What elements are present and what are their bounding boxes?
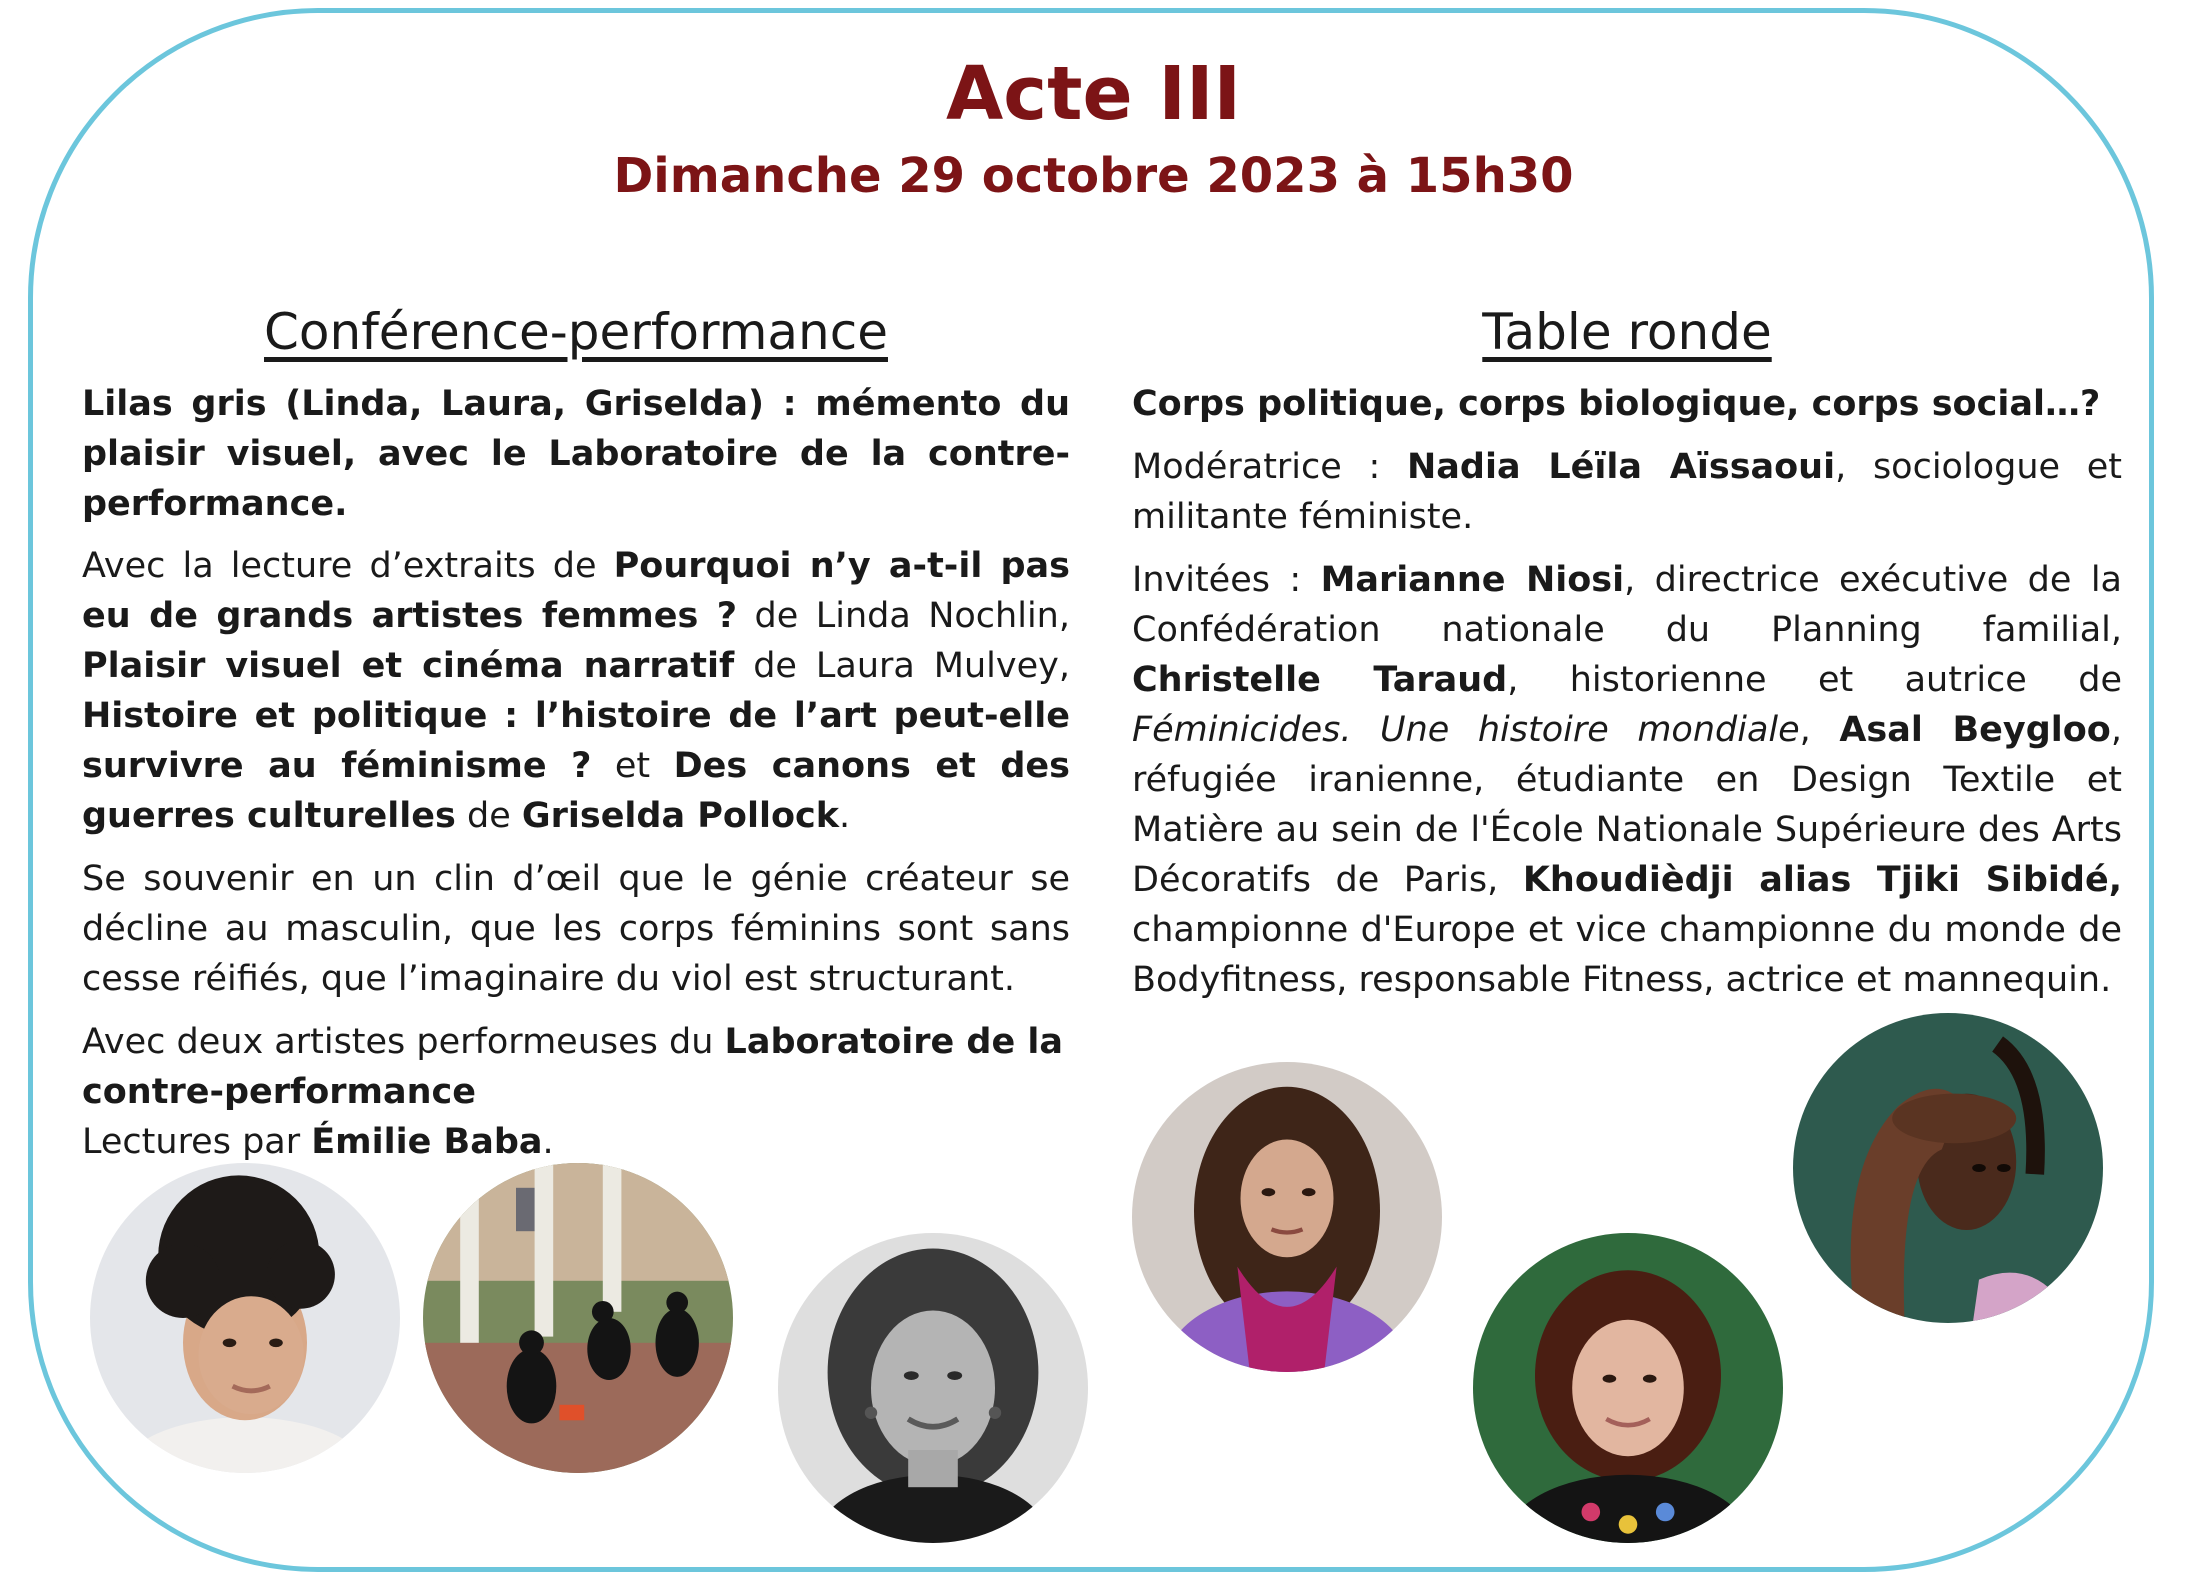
conference-title-text: Lilas gris (Linda, Laura, Griselda) : mémento du plaisir visuel, avec le Laboratoire de la contre-performance. [82,384,1070,524]
performers-group-photo [423,1163,733,1473]
portrait-photo-bw-reader [778,1233,1088,1543]
text: Modératrice : [1132,447,1408,487]
guest-name: Asal Beygloo [1839,710,2111,750]
text: Avec deux artistes performeuses du [82,1022,725,1062]
guest-name: Khoudièdji alias Tjiki Sibidé, [1522,860,2122,900]
text: de Laura Mulvey, [734,646,1070,686]
guest-name: Christelle Taraud [1132,660,1508,700]
book-title: Féminicides. Une histoire mondiale [1132,710,1800,750]
roundtable-title [1132,379,2122,429]
portrait-photo-christelle-taraud [1473,1233,1783,1543]
guests-paragraph [1132,555,2122,1005]
text: Lectures par [82,1122,312,1162]
conference-title [82,379,1070,529]
roundtable-heading: Table ronde [1482,303,1772,361]
roundtable-column [1132,300,2122,1017]
conference-performers [82,1017,1070,1167]
author-name: Griselda Pollock [521,796,840,836]
book-title: Des canons et des guerres culturelles [82,746,1070,836]
text: . [542,1122,554,1162]
lab-name: Laboratoire de la contre-performance [82,1022,1063,1112]
guest-name: Marianne Niosi [1320,560,1625,600]
book-title: Histoire et politique : l’histoire de l’art peut-elle survivre au féminisme ? [82,696,1070,786]
text: . [839,796,851,836]
conference-description: Se souvenir en un clin d’œil que le génie créateur se décline au masculin, que les corps féminins sont sans cesse réifiés, que l’imaginaire du viol est structurant. [82,859,1070,999]
moderator-paragraph [1132,442,2122,542]
text: Avec la lecture d’extraits de [82,546,614,586]
text: championne d'Europe et vice championne du monde de Bodyfitness, responsable Fitness, actrice et mannequin. [1132,910,2122,1000]
conference-column [82,300,1070,1179]
page-title: Acte III [945,51,1242,137]
text: , réfugiée iranienne, étudiante en Design Textile et Matière au sein de l'École Nationale Supérieure des Arts Décoratifs de Paris, [1132,710,2122,900]
event-date: Dimanche 29 octobre 2023 à 15h30 [613,148,1574,204]
moderator-name: Nadia Léïla Aïssaoui [1407,447,1836,487]
text: Invitées : [1132,560,1321,600]
text: , [1799,710,1840,750]
portrait-photo-curly-hair [90,1163,400,1473]
portrait-photo-asal-beygloo [1132,1062,1442,1372]
text: , historienne et autrice de [1507,660,2122,700]
text: et [591,746,674,786]
conference-heading: Conférence-performance [264,303,888,361]
text: , sociologue et militante féministe. [1132,447,2122,537]
book-title: Pourquoi n’y a-t-il pas eu de grands artistes femmes ? [82,546,1070,636]
book-title: Plaisir visuel et cinéma narratif [82,646,735,686]
text: de [455,796,522,836]
text: , directrice exécutive de la Confédération nationale du Planning familial, [1132,560,2122,650]
roundtable-title-text: Corps politique, corps biologique, corps social…? [1132,384,2101,424]
portrait-photo-tjiki-sibide [1793,1013,2103,1323]
text: de Linda Nochlin, [737,596,1070,636]
reader-name: Émilie Baba [311,1122,543,1162]
conference-readings [82,541,1070,841]
